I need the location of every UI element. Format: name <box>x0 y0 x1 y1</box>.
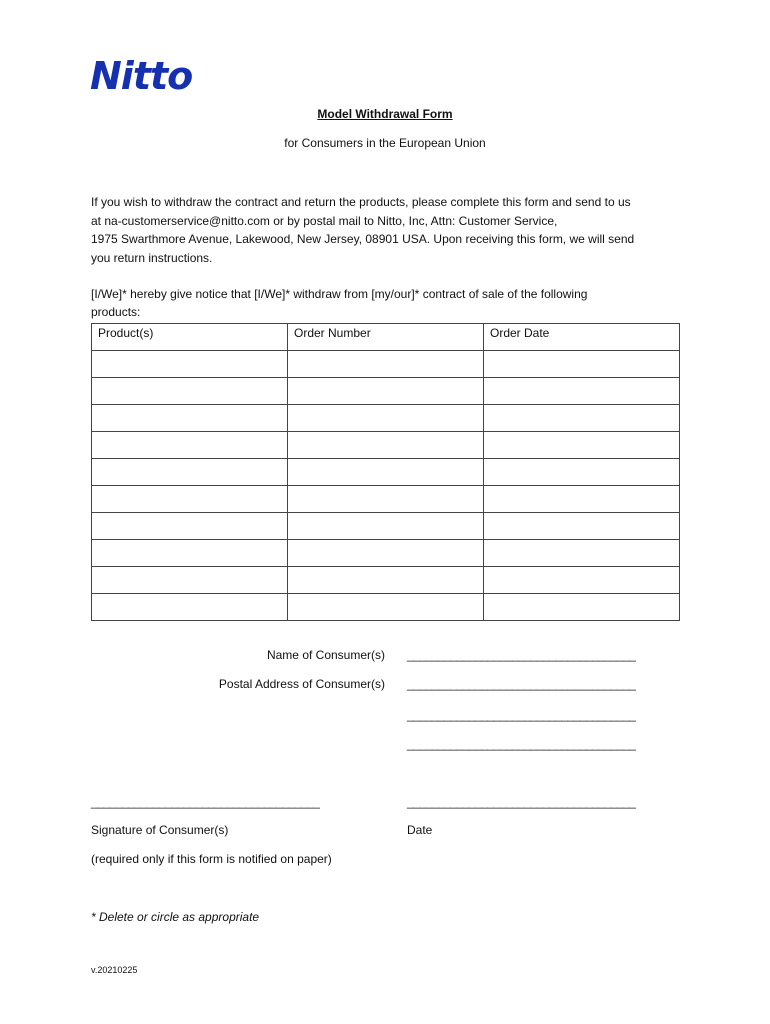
order-date-cell[interactable] <box>484 378 680 405</box>
products-table <box>91 323 680 621</box>
signature-line[interactable]: _____________________________________ <box>91 795 320 809</box>
header-order-date: Order Date <box>484 324 680 351</box>
product-cell[interactable] <box>92 378 288 405</box>
header-order-number: Order Number <box>288 324 484 351</box>
order-number-cell[interactable] <box>288 567 484 594</box>
order-date-cell[interactable] <box>484 567 680 594</box>
notice-line: [I/We]* hereby give notice that [I/We]* withdraw from [my/our]* contract of sale of the following <box>91 287 588 301</box>
name-line[interactable]: _____________________________________ <box>407 648 636 662</box>
signature-label: Signature of Consumer(s) <box>91 823 229 837</box>
nitto-logo: Nitto <box>90 54 193 98</box>
order-date-cell[interactable] <box>484 594 680 621</box>
intro-line: you return instructions. <box>91 250 213 265</box>
product-cell[interactable] <box>92 459 288 486</box>
order-date-cell[interactable] <box>484 432 680 459</box>
intro-paragraph <box>91 193 681 267</box>
address-line-1[interactable]: _____________________________________ <box>407 677 636 691</box>
address-label: Postal Address of Consumer(s) <box>218 677 385 691</box>
order-number-cell[interactable] <box>288 405 484 432</box>
order-date-cell[interactable] <box>484 351 680 378</box>
order-number-cell[interactable] <box>288 594 484 621</box>
order-number-cell[interactable] <box>288 378 484 405</box>
table-row <box>92 513 680 540</box>
table-row <box>92 378 680 405</box>
table-body <box>92 351 680 621</box>
intro-line: 1975 Swarthmore Avenue, Lakewood, New Jersey, 08901 USA. Upon receiving this form, we will send <box>91 232 635 246</box>
product-cell[interactable] <box>92 405 288 432</box>
product-cell[interactable] <box>92 513 288 540</box>
order-date-cell[interactable] <box>484 540 680 567</box>
table-header-row <box>92 324 680 351</box>
paper-note: (required only if this form is notified on paper) <box>91 852 332 866</box>
table-row <box>92 432 680 459</box>
footnote: * Delete or circle as appropriate <box>91 910 260 924</box>
date-label: Date <box>407 823 433 837</box>
product-cell[interactable] <box>92 351 288 378</box>
order-number-cell[interactable] <box>288 486 484 513</box>
product-cell[interactable] <box>92 540 288 567</box>
order-number-cell[interactable] <box>288 351 484 378</box>
product-cell[interactable] <box>92 567 288 594</box>
order-number-cell[interactable] <box>288 459 484 486</box>
intro-line: If you wish to withdraw the contract and return the products, please complete this form and send to us <box>91 195 631 209</box>
order-number-cell[interactable] <box>288 432 484 459</box>
version-label: v.20210225 <box>91 965 138 975</box>
table-row <box>92 351 680 378</box>
intro-line: at na-customerservice@nitto.com or by postal mail to Nitto, Inc, Attn: Customer Service, <box>91 213 558 228</box>
product-cell[interactable] <box>92 432 288 459</box>
table-row <box>92 486 680 513</box>
product-cell[interactable] <box>92 486 288 513</box>
notice-paragraph <box>91 286 681 321</box>
name-label: Name of Consumer(s) <box>266 648 385 662</box>
order-date-cell[interactable] <box>484 513 680 540</box>
table-row <box>92 567 680 594</box>
order-date-cell[interactable] <box>484 486 680 513</box>
table-row <box>92 594 680 621</box>
header-products: Product(s) <box>92 324 288 351</box>
form-subtitle: for Consumers in the European Union <box>284 136 486 150</box>
table-row <box>92 540 680 567</box>
form-title: Model Withdrawal Form <box>317 107 453 121</box>
date-line[interactable]: _____________________________________ <box>407 795 636 809</box>
order-date-cell[interactable] <box>484 405 680 432</box>
notice-line: products: <box>91 304 141 319</box>
table-row <box>92 405 680 432</box>
order-number-cell[interactable] <box>288 513 484 540</box>
order-number-cell[interactable] <box>288 540 484 567</box>
product-cell[interactable] <box>92 594 288 621</box>
table-row <box>92 459 680 486</box>
address-line-3[interactable]: _____________________________________ <box>407 737 636 751</box>
order-date-cell[interactable] <box>484 459 680 486</box>
address-line-2[interactable]: _____________________________________ <box>407 708 636 722</box>
